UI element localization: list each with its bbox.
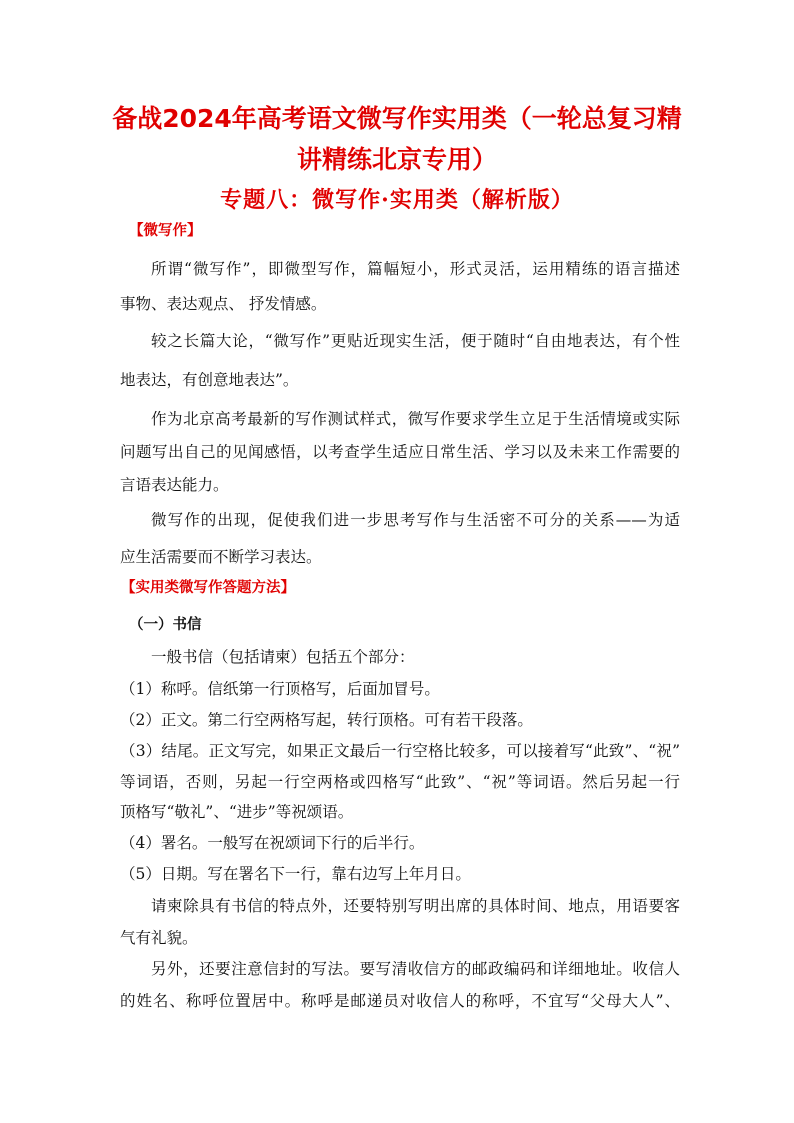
paragraph-line: 较之长篇大论，“微写作”更贴近现实生活，便于随时“自由地表达，有个性 bbox=[151, 332, 680, 350]
section-heading-methods: 【实用类微写作答题方法】 bbox=[121, 580, 295, 596]
paragraph-line: 事物、表达观点、 抒发情感。 bbox=[120, 295, 327, 313]
paragraph-line: 问题写出自己的见闻感悟，以考查学生适应日常生活、学习以及未来工作需要的 bbox=[120, 443, 680, 461]
paragraph-line: 言语表达能力。 bbox=[120, 476, 229, 494]
list-item: （4）署名。一般写在祝颂词下行的后半行。 bbox=[120, 834, 425, 852]
paragraph-line: 微写作的出现，促使我们进一步思考写作与生活密不可分的关系——为适 bbox=[151, 511, 680, 529]
list-item: （5）日期。写在署名下一行，靠右边写上年月日。 bbox=[120, 865, 471, 883]
document-title-line-1: 备战2024年高考语文微写作实用类（一轮总复习精 bbox=[112, 104, 682, 133]
list-item: （2）正文。第二行空两格写起，转行顶格。可有若干段落。 bbox=[120, 711, 533, 729]
paragraph-line: 所谓“微写作”，即微型写作，篇幅短小，形式灵活，运用精练的语言描述 bbox=[151, 260, 680, 278]
paragraph-line: 另外，还要注意信封的写法。要写清收信方的邮政编码和详细地址。收信人 bbox=[151, 960, 680, 978]
list-item: （3）结尾。正文写完，如果正文最后一行空格比较多，可以接着写“此致”、“祝” bbox=[120, 742, 680, 760]
section-heading-micro-writing: 【微写作】 bbox=[129, 223, 202, 239]
subsection-heading-letter: （一）书信 bbox=[129, 617, 202, 633]
paragraph-line: 请柬除具有书信的特点外，还要特别写明出席的具体时间、地点，用语要客 bbox=[151, 897, 680, 915]
paragraph-line: 的姓名、称呼位置居中。称呼是邮递员对收信人的称呼，不宜写“父母大人”、 bbox=[120, 992, 680, 1010]
list-item-continued: 顶格写“敬礼”、“进步”等祝颂语。 bbox=[120, 803, 354, 821]
paragraph-line: 应生活需要而不断学习表达。 bbox=[120, 548, 322, 566]
paragraph-line: 地表达，有创意地表达”。 bbox=[120, 371, 299, 389]
document-subtitle: 专题八：微写作·实用类（解析版） bbox=[220, 187, 574, 213]
list-item: （1）称呼。信纸第一行顶格写，后面加冒号。 bbox=[120, 680, 440, 698]
list-item-continued: 等词语，否则，另起一行空两格或四格写“此致”、“祝”等词语。然后另起一行 bbox=[120, 773, 680, 791]
paragraph-line: 气有礼貌。 bbox=[120, 929, 198, 947]
paragraph-line: 作为北京高考最新的写作测试样式，微写作要求学生立足于生活情境或实际 bbox=[151, 410, 680, 428]
paragraph-line: 一般书信（包括请柬）包括五个部分： bbox=[151, 648, 415, 666]
document-title-line-2: 讲精练北京专用） bbox=[296, 145, 497, 174]
